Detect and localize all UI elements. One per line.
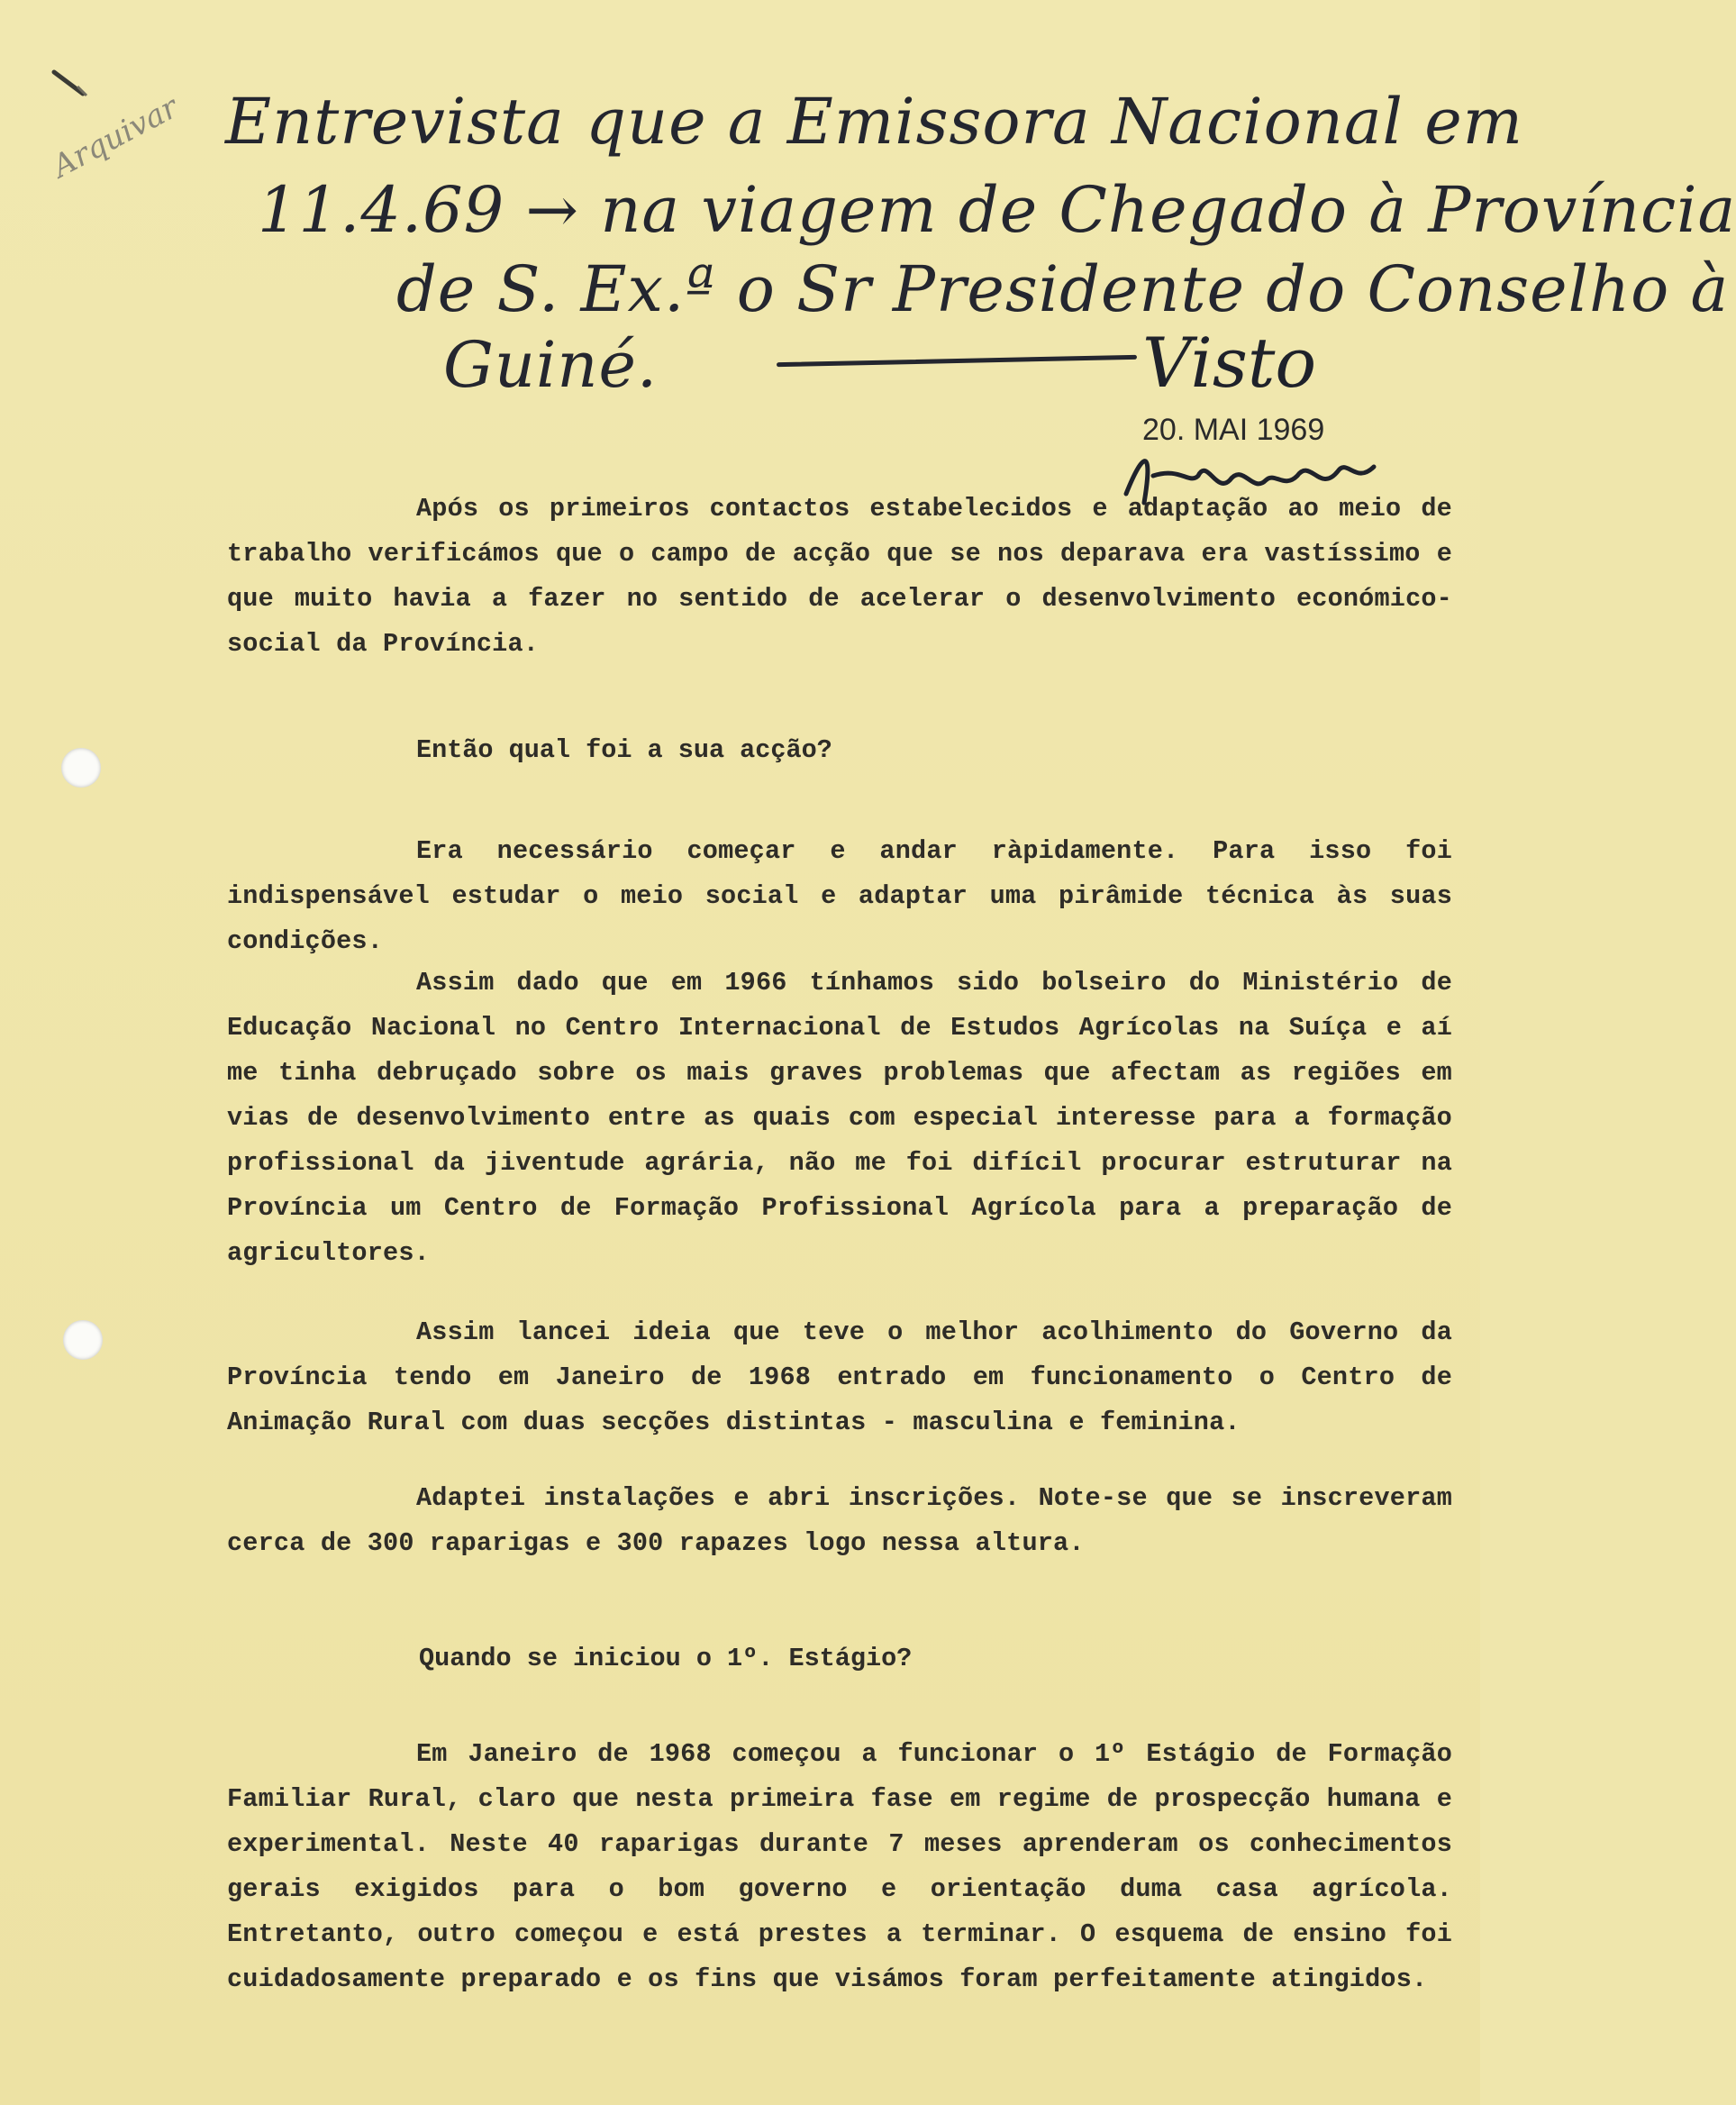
- paragraph-2: [227, 829, 1452, 964]
- handwritten-line-4: Guiné.: [443, 328, 659, 402]
- staple-mark: [50, 67, 105, 103]
- handwritten-line-2: 11.4.69 → na viagem de Chegado à Província: [258, 173, 1736, 247]
- punch-hole-lower: [63, 1320, 103, 1360]
- punch-hole-upper: [61, 748, 101, 788]
- paragraph-text: Em Janeiro de 1968 começou a funcionar o 1º Estágio de Formação Familiar Rural, claro que nesta primeira fase em regime de prospecção humana e experimental. Neste 40 raparigas durante 7 meses aprenderam os conhecimentos gerais exigidos para o bom governo e orientação duma casa agrícola. Entretanto, outro começou e está prestes a terminar. O esquema de ensino foi cuidadosamente preparado e os fins que visámos foram perfeitamente atingidos.: [227, 1739, 1452, 1994]
- approval-note: Visto: [1142, 323, 1317, 403]
- handwritten-rule: [777, 355, 1137, 367]
- question-2: Quando se iniciou o 1º. Estágio?: [419, 1644, 913, 1673]
- handwritten-line-1: Entrevista que a Emissora Nacional em: [225, 85, 1523, 159]
- paragraph-1: [227, 487, 1452, 667]
- paragraph-3: [227, 961, 1452, 1276]
- paragraph-text: Assim lancei ideia que teve o melhor acolhimento do Governo da Província tendo em Janeiro de 1968 entrado em funcionamento o Centro de Animação Rural com duas secções distintas - masculina e feminina.: [227, 1317, 1452, 1437]
- paragraph-6: [227, 1732, 1452, 2002]
- date-stamp: 20. MAI 1969: [1142, 413, 1325, 447]
- handwritten-line-3: de S. Ex.ª o Sr Presidente do Conselho à: [396, 252, 1730, 326]
- paragraph-text: Após os primeiros contactos estabelecidos e adaptação ao meio de trabalho verificámos que o campo de acção que se nos deparava era vastíssimo e que muito havia a fazer no sentido de acelerar o desenvolvimento económico-social da Província.: [227, 494, 1452, 659]
- paragraph-5: [227, 1476, 1452, 1566]
- paragraph-text: Era necessário começar e andar ràpidamente. Para isso foi indispensável estudar o meio social e adaptar uma pirâmide técnica às suas condições.: [227, 836, 1452, 956]
- paragraph-text: Assim dado que em 1966 tínhamos sido bolseiro do Ministério de Educação Nacional no Centro Internacional de Estudos Agrícolas na Suíça e aí me tinha debruçado sobre os mais graves problemas que afectam as regiões em vias de desenvolvimento entre as quais com especial interesse para a formação profissional da jiventude agrária, não me foi difícil procurar estruturar na Província um Centro de Formação Profissional Agrícola para a preparação de agricultores.: [227, 968, 1452, 1268]
- paragraph-text: Adaptei instalações e abri inscrições. Note-se que se inscreveram cerca de 300 raparigas e 300 rapazes logo nessa altura.: [227, 1483, 1452, 1558]
- paragraph-4: [227, 1310, 1452, 1445]
- margin-note: Arquivar: [47, 89, 185, 186]
- question-1: Então qual foi a sua acção?: [416, 735, 832, 765]
